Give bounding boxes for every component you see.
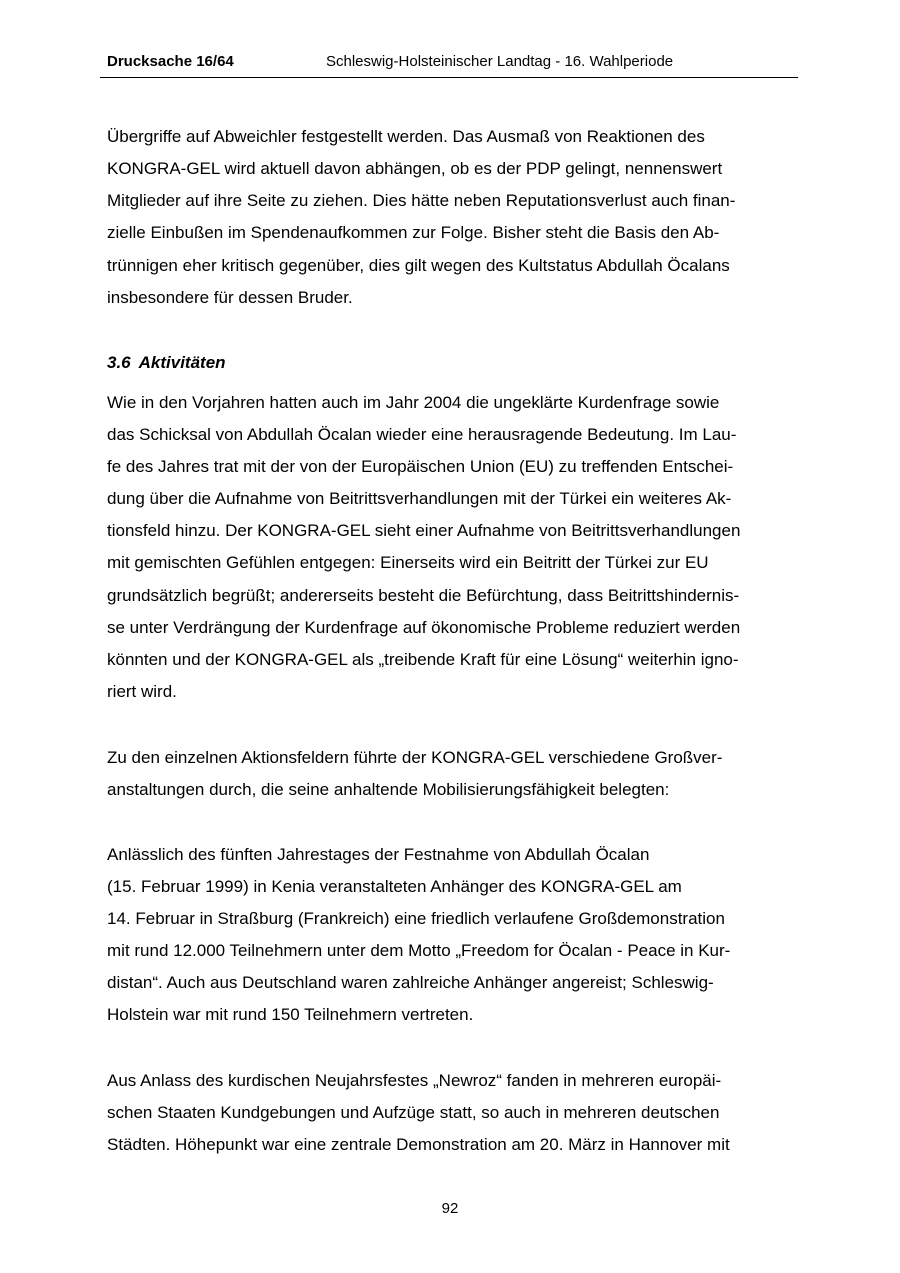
page-number: 92 bbox=[441, 1200, 459, 1217]
text-line: Wie in den Vorjahren hatten auch im Jahr 2004 die ungeklärte Kurdenfrage sowie bbox=[107, 393, 720, 412]
document-title: Schleswig-Holsteinischer Landtag - 16. Wahlperiode bbox=[326, 53, 674, 70]
text-line: tionsfeld hinzu. Der KONGRA-GEL sieht einer Aufnahme von Beitrittsverhandlungen bbox=[107, 521, 741, 540]
text-line: KONGRA-GEL wird aktuell davon abhängen, ob es der PDP gelingt, nennenswert bbox=[107, 159, 723, 178]
text-line: Aus Anlass des kurdischen Neujahrsfestes „Newroz“ fanden in mehreren europäi- bbox=[107, 1071, 722, 1090]
text-line: anstaltungen durch, die seine anhaltende Mobilisierungsfähigkeit belegten: bbox=[107, 780, 670, 799]
text-line: distan“. Auch aus Deutschland waren zahlreiche Anhänger angereist; Schleswig- bbox=[107, 973, 714, 992]
text-line: schen Staaten Kundgebungen und Aufzüge statt, so auch in mehreren deutschen bbox=[107, 1103, 720, 1122]
text-line: mit rund 12.000 Teilnehmern unter dem Motto „Freedom for Öcalan - Peace in Kur- bbox=[107, 941, 731, 960]
text-line: könnten und der KONGRA-GEL als „treibende Kraft für eine Lösung“ weiterhin igno- bbox=[107, 650, 739, 669]
text-line: Übergriffe auf Abweichler festgestellt werden. Das Ausmaß von Reaktionen des bbox=[107, 127, 705, 146]
document-number: Drucksache 16/64 bbox=[107, 53, 234, 70]
text-line: zielle Einbußen im Spendenaufkommen zur Folge. Bisher steht die Basis den Ab- bbox=[107, 223, 720, 242]
text-line: insbesondere für dessen Bruder. bbox=[107, 288, 353, 307]
text-line: 14. Februar in Straßburg (Frankreich) eine friedlich verlaufene Großdemonstration bbox=[107, 909, 725, 928]
text-line: dung über die Aufnahme von Beitrittsverhandlungen mit der Türkei ein weiteres Ak- bbox=[107, 489, 732, 508]
text-line: Anlässlich des fünften Jahrestages der Festnahme von Abdullah Öcalan bbox=[107, 845, 650, 864]
text-line: trünnigen eher kritisch gegenüber, dies gilt wegen des Kultstatus Abdullah Öcalans bbox=[107, 256, 730, 275]
text-line: grundsätzlich begrüßt; andererseits besteht die Befürchtung, dass Beitrittshindernis- bbox=[107, 586, 740, 605]
text-line: Zu den einzelnen Aktionsfeldern führte der KONGRA-GEL verschiedene Großver- bbox=[107, 748, 723, 767]
text-line: Städten. Höhepunkt war eine zentrale Demonstration am 20. März in Hannover mit bbox=[107, 1135, 730, 1154]
section-number: 3.6 bbox=[107, 353, 131, 372]
text-line: mit gemischten Gefühlen entgegen: Einerseits wird ein Beitritt der Türkei zur EU bbox=[107, 553, 709, 572]
text-line: (15. Februar 1999) in Kenia veranstalteten Anhänger des KONGRA-GEL am bbox=[107, 877, 682, 896]
section-title: Aktivitäten bbox=[138, 353, 226, 372]
section-heading bbox=[107, 353, 226, 373]
text-line: Holstein war mit rund 150 Teilnehmern vertreten. bbox=[107, 1005, 474, 1024]
text-line: fe des Jahres trat mit der von der Europäischen Union (EU) zu treffenden Entschei- bbox=[107, 457, 734, 476]
text-line: riert wird. bbox=[107, 682, 177, 701]
page-header bbox=[100, 48, 798, 78]
text-line: se unter Verdrängung der Kurdenfrage auf ökonomische Probleme reduziert werden bbox=[107, 618, 741, 637]
text-line: Mitglieder auf ihre Seite zu ziehen. Dies hätte neben Reputationsverlust auch finan- bbox=[107, 191, 736, 210]
text-line: das Schicksal von Abdullah Öcalan wieder eine herausragende Bedeutung. Im Lau- bbox=[107, 425, 737, 444]
